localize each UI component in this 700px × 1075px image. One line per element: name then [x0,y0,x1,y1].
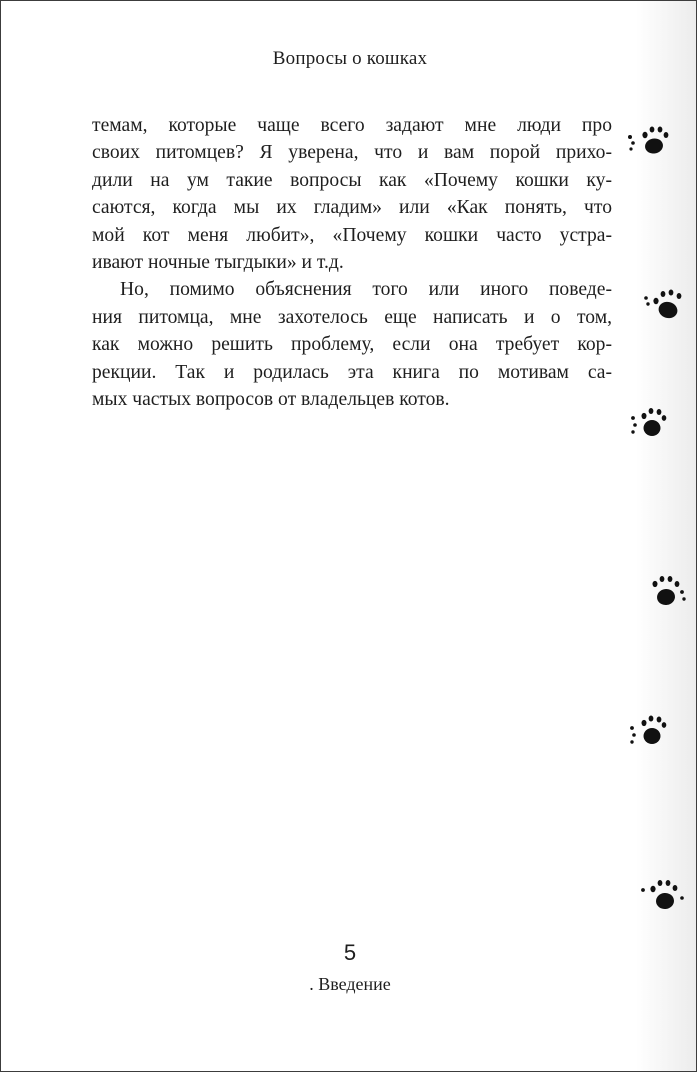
text-line: темам, которые чаще всего задают мне люди про [92,115,612,136]
paw-print-icon [640,286,696,326]
text-line: саются, когда мы их гладим» или «Как понять, что [92,197,612,219]
running-title: Вопросы о кошках [272,48,428,69]
text-line: ния питомца, мне захотелось еще написать и о том, [92,306,612,328]
text-line: дили на ум такие вопросы как «Почему кошки ку- [92,169,612,191]
paw-print-icon [638,572,694,612]
text-line: рекции. Так и родилась эта книга по мотивам са- [92,361,612,383]
text-line: ивают ночные тыгдыки» и т.д. [92,252,344,274]
paw-print-icon [636,876,692,916]
text-line: Но, помимо объяснения того или иного поведе- [120,279,612,301]
paragraph-1 [92,112,612,276]
paw-print-icon [624,122,680,162]
text-line: своих питомцев? Я уверена, что и вам порой прихо- [92,142,612,164]
paw-print-icon [622,712,678,752]
paw-print-icon [622,404,678,444]
body-text [92,112,612,413]
text-line: мой кот меня любит», «Почему кошки часто устра- [92,224,612,246]
paragraph-2 [92,276,612,413]
text-line: мых частых вопросов от владельцев котов. [92,389,450,411]
text-line: как можно решить проблему, если она требует кор- [92,334,612,356]
page-number: 5 [343,940,357,965]
section-name: . Введение [309,974,391,994]
